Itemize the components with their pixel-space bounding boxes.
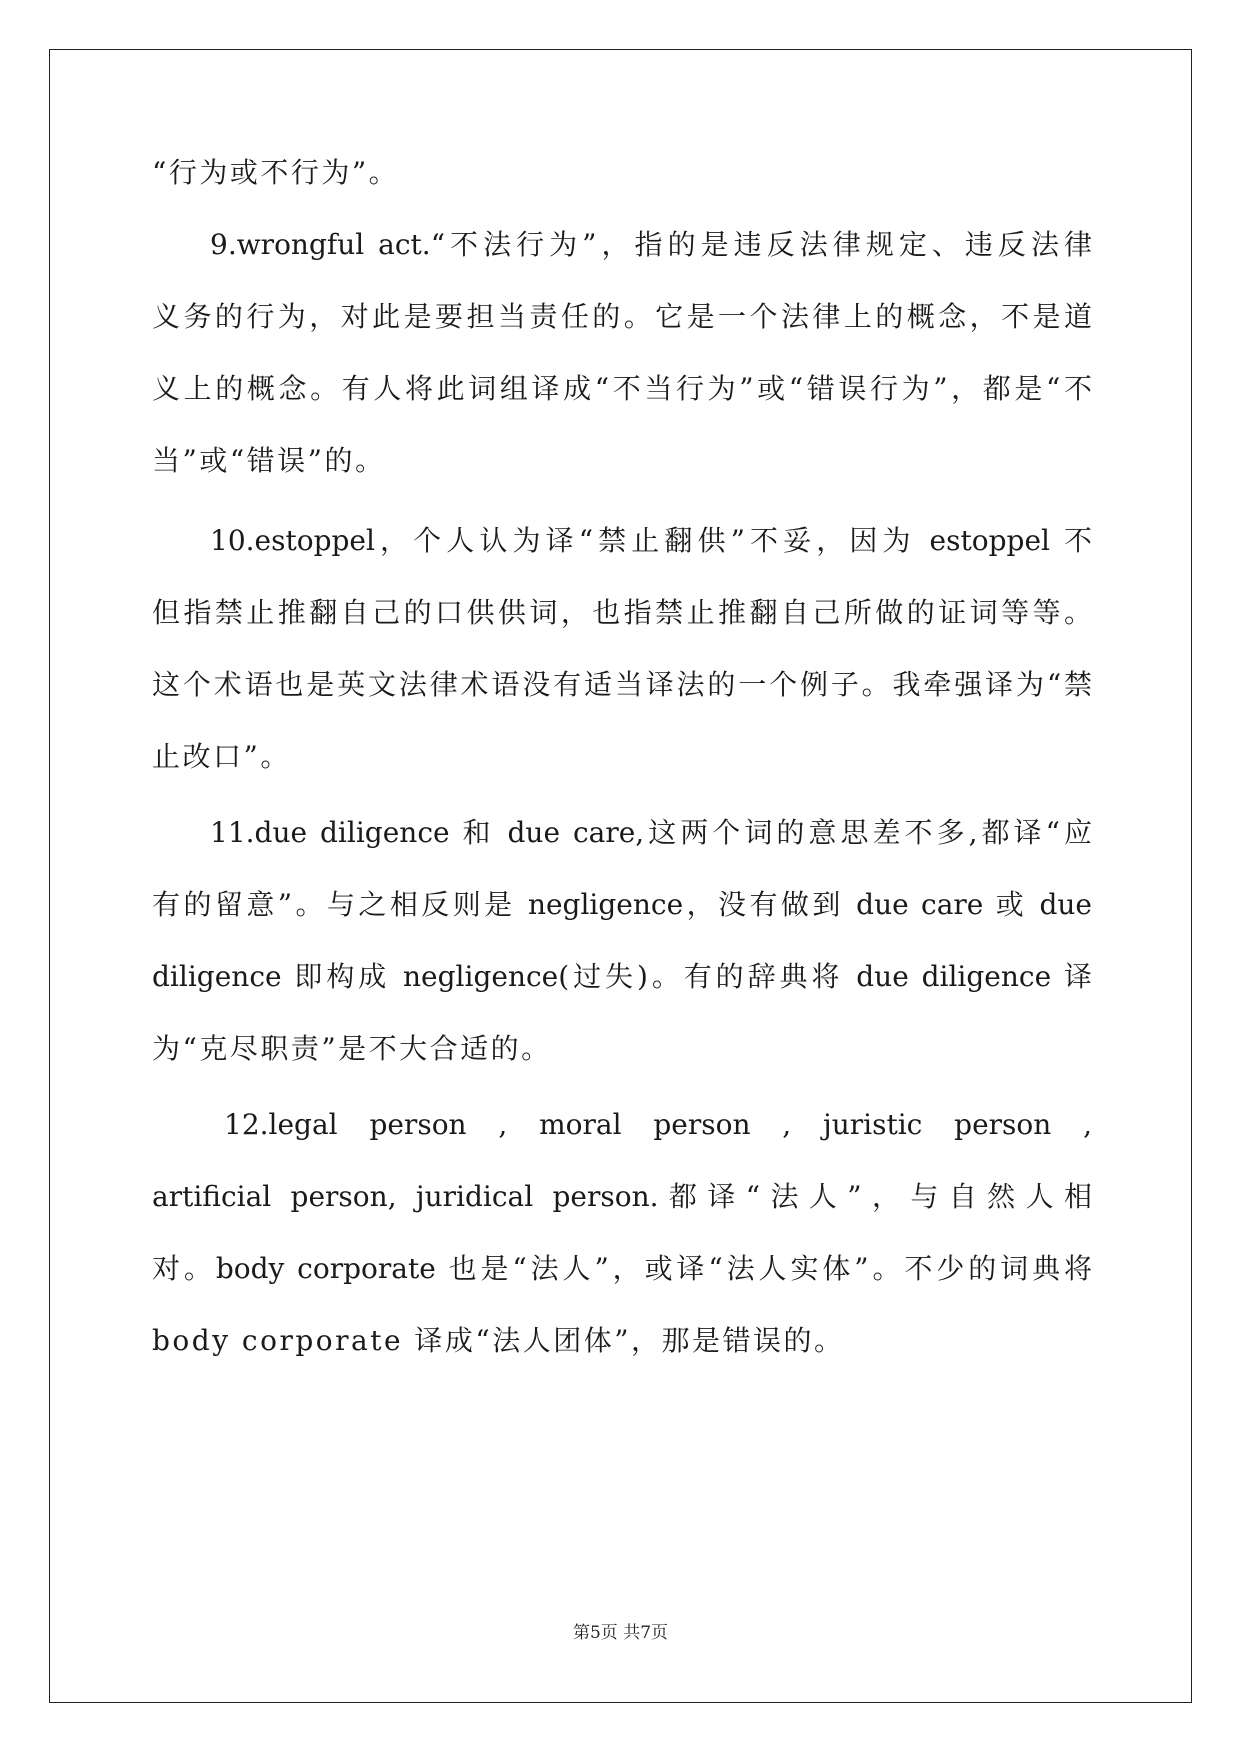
paragraph-10-line-4: 止改口”。: [152, 740, 291, 773]
paragraph-12-line-2: artificial person, juridical person.都译“法人”，与自然人相: [152, 1180, 1092, 1213]
page-number-footer: 第5页 共7页: [572, 1623, 669, 1643]
paragraph-9-line-1: 9.wrongful act.“不法行为”，指的是违反法律规定、违反法律: [210, 228, 1092, 261]
paragraph-11-line-4: 为“克尽职责”是不大合适的。: [152, 1032, 552, 1065]
paragraph-10-line-1: 10.estoppel，个人认为译“禁止翻供”不妥，因为 estoppel 不: [210, 524, 1092, 557]
paragraph-9-line-2: 义务的行为，对此是要担当责任的。它是一个法律上的概念，不是道: [152, 300, 1092, 333]
paragraph-11-line-3: diligence 即构成 negligence(过失)。有的辞典将 due diligence 译: [152, 960, 1092, 993]
paragraph-11-line-1: 11.due diligence 和 due care,这两个词的意思差不多,都译“应: [210, 816, 1092, 849]
paragraph-10-line-3: 这个术语也是英文法律术语没有适当译法的一个例子。我牵强译为“禁: [152, 668, 1092, 701]
paragraph-12-line-1: 12.legal person , moral person , juristic person ,: [224, 1108, 1092, 1141]
text-line: “行为或不行为”。: [152, 156, 400, 189]
paragraph-12-line-3: 对。body corporate 也是“法人”，或译“法人实体”。不少的词典将: [152, 1252, 1092, 1285]
paragraph-10-line-2: 但指禁止推翻自己的口供供词，也指禁止推翻自己所做的证词等等。: [152, 596, 1092, 629]
paragraph-9-line-4: 当”或“错误”的。: [152, 444, 386, 477]
paragraph-12-line-4: body corporate 译成“法人团体”，那是错误的。: [152, 1324, 845, 1357]
paragraph-11-line-2: 有的留意”。与之相反则是 negligence，没有做到 due care 或 due: [152, 888, 1092, 921]
page-border: [49, 49, 1192, 1703]
paragraph-9-line-3: 义上的概念。有人将此词组译成“不当行为”或“错误行为”，都是“不: [152, 372, 1092, 405]
